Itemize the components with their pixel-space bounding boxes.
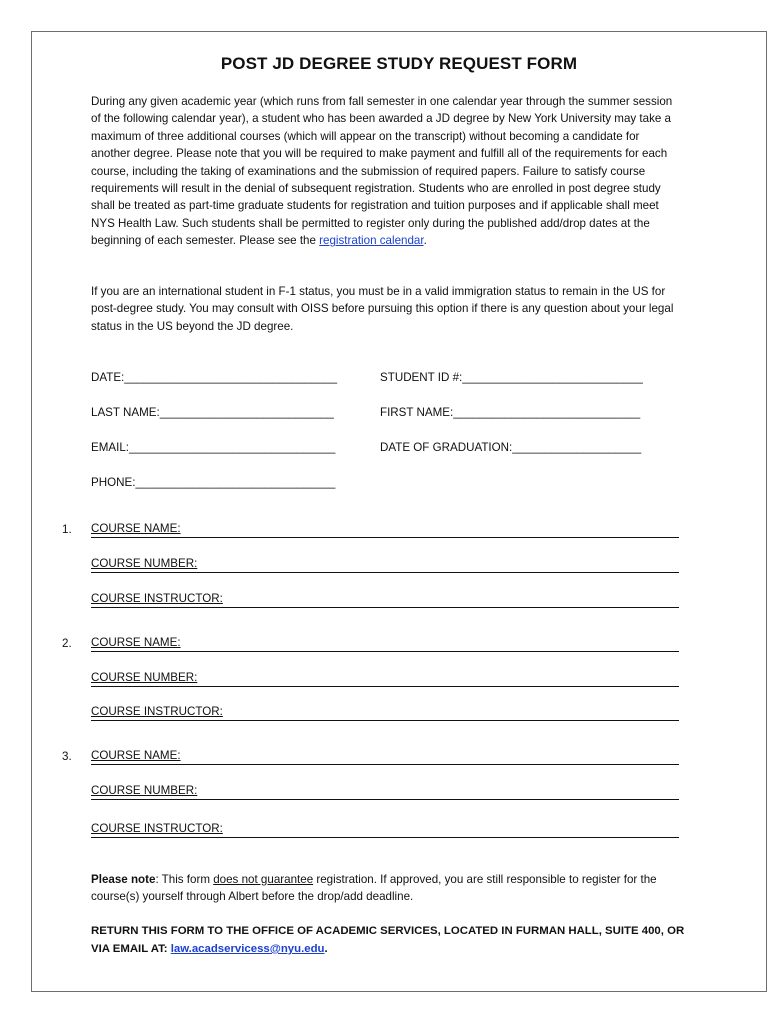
- course-2-instructor-field[interactable]: [91, 705, 679, 721]
- phone-label: PHONE:_______________________________: [91, 476, 336, 489]
- note-text-a: : This form: [155, 873, 214, 886]
- student-id-label: STUDENT ID #:____________________________: [380, 371, 643, 384]
- field-row-3: [91, 441, 691, 457]
- registration-calendar-link[interactable]: registration calendar: [319, 234, 424, 248]
- course-2-number-field[interactable]: [91, 671, 679, 687]
- date-label: DATE:_________________________________: [91, 371, 338, 384]
- date-of-graduation-label: DATE OF GRADUATION:____________________: [380, 441, 642, 454]
- course-2-name-field[interactable]: [91, 636, 679, 652]
- return-text: RETURN THIS FORM TO THE OFFICE OF ACADEMIC SERVICES, LOCATED IN FURMAN HALL, SUITE 400, OR VIA EMAIL AT:: [91, 925, 685, 955]
- course-number-label: COURSE NUMBER:: [91, 557, 198, 570]
- course-3-name-field[interactable]: [91, 749, 679, 765]
- intro-paragraph: [91, 93, 676, 250]
- return-end: .: [324, 943, 328, 955]
- last-name-field[interactable]: [91, 406, 334, 419]
- email-field[interactable]: [91, 441, 335, 454]
- course-name-label: COURSE NAME:: [91, 636, 181, 649]
- form-page: [31, 31, 767, 992]
- first-name-field[interactable]: [380, 406, 640, 419]
- last-name-label: LAST NAME:___________________________: [91, 406, 334, 419]
- note-text-b: registration. If approved, you are still responsible to register for the course(s) yourself through Albert before the drop/add deadline.: [91, 873, 657, 903]
- student-id-field[interactable]: [380, 371, 643, 384]
- field-row-1: [91, 371, 691, 387]
- email-label: EMAIL:________________________________: [91, 441, 336, 454]
- field-row-2: [91, 406, 691, 422]
- intro-end: .: [423, 234, 427, 248]
- return-email-link[interactable]: law.acadservicess@nyu.edu: [170, 943, 325, 955]
- course-name-label: COURSE NAME:: [91, 522, 181, 535]
- course-2-number-marker: 2.: [62, 637, 72, 650]
- note-underlined: does not guarantee: [213, 873, 314, 886]
- course-3-number-field[interactable]: [91, 784, 679, 800]
- course-number-label: COURSE NUMBER:: [91, 671, 198, 684]
- form-title: POST JD DEGREE STUDY REQUEST FORM: [220, 54, 578, 73]
- course-name-label: COURSE NAME:: [91, 749, 181, 762]
- course-1-name-field[interactable]: [91, 522, 679, 538]
- date-field[interactable]: [91, 371, 337, 384]
- course-1-instructor-field[interactable]: [91, 592, 679, 608]
- date-of-graduation-field[interactable]: [380, 441, 641, 454]
- return-instructions: [91, 922, 691, 958]
- course-1-number-field[interactable]: [91, 557, 679, 573]
- field-row-4: [91, 476, 691, 492]
- intro-text: During any given academic year (which runs from fall semester in one calendar year through the summer session of the following calendar year), a student who has been awarded a JD degree by New York University may take a maximum of three additional courses (which will appear on the transcript) without becoming a candidate for another degree. Please note that you will be required to make payment and fulfill all of the requirements for each course, including the taking of examinations and the submission of required papers. Failure to satisfy course requirements will result in the denial of subsequent registration. Students who are enrolled in post degree study shall be treated as part-time graduate students for registration and tuition purposes and if applicable shall meet NYS Health Law. Such students shall be permitted to register only during the published add/drop dates at the beginning of each semester. Please see the: [91, 95, 673, 248]
- please-note-paragraph: [91, 871, 681, 905]
- international-paragraph: If you are an international student in F-1 status, you must be in a valid immigration status to remain in the US for post-degree study. You may consult with OISS before pursuing this option if there is any question about your legal status in the US beyond the JD degree.: [91, 285, 674, 333]
- first-name-label: FIRST NAME:_____________________________: [380, 406, 641, 419]
- course-3-number-marker: 3.: [62, 750, 72, 763]
- course-instructor-label: COURSE INSTRUCTOR:: [91, 592, 223, 605]
- phone-field[interactable]: [91, 476, 335, 489]
- course-number-label: COURSE NUMBER:: [91, 784, 198, 797]
- course-instructor-label: COURSE INSTRUCTOR:: [91, 705, 223, 718]
- course-3-instructor-field[interactable]: [91, 822, 679, 838]
- course-instructor-label: COURSE INSTRUCTOR:: [91, 822, 223, 835]
- course-1-number-marker: 1.: [62, 523, 72, 536]
- note-label: Please note: [91, 873, 156, 886]
